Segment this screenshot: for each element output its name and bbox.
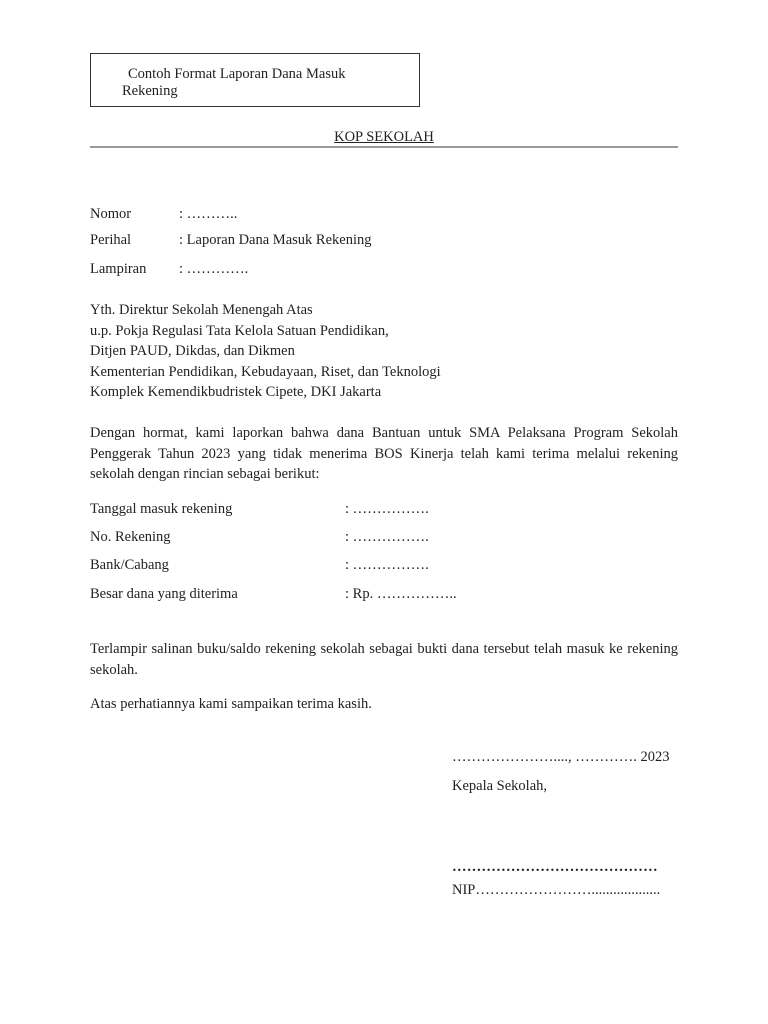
header-field-lampiran [90,261,248,278]
closing-sentence: Atas perhatiannya kami sampaikan terima kasih. [90,696,372,712]
field-label: Perihal [90,232,132,248]
field-label: Lampiran [90,261,147,277]
letterhead-rule [90,146,678,148]
address-line: Kementerian Pendidikan, Kebudayaan, Riset, dan Teknologi [90,363,441,380]
caption-line-1: Contoh Format Laporan Dana Masuk [128,66,346,82]
signature-place-date: …………………...., …………. 2023 [452,749,670,765]
detail-value: : Rp. …………….. [345,586,457,602]
signature-nip: NIP……………………................... [452,882,661,898]
letterhead-title: KOP SEKOLAH [334,129,434,145]
field-value: : …………. [179,261,249,277]
detail-value: : ……………. [345,529,429,545]
detail-row-tanggal [90,501,429,518]
caption-line-2: Rekening [122,83,178,99]
intro-paragraph: Dengan hormat, kami laporkan bahwa dana Bantuan untuk SMA Pelaksana Program Sekolah Penggerak Tahun 2023 yang tidak menerima BOS Kinerja telah kami terima melalui rekening sekolah dengan rincian sebagai berikut: [90,425,678,482]
field-value: : ……….. [179,206,238,222]
signature-title: Kepala Sekolah, [452,778,548,794]
recipient-address [90,300,441,403]
address-line: u.p. Pokja Regulasi Tata Kelola Satuan Pendidikan, [90,322,389,339]
address-line: Yth. Direktur Sekolah Menengah Atas [90,302,313,318]
detail-label: Tanggal masuk rekening [90,501,233,517]
attachment-paragraph: Terlampir salinan buku/saldo rekening sekolah sebagai bukti dana tersebut telah masuk ke rekening sekolah. [90,641,678,678]
caption-box [90,53,420,107]
field-label: Nomor [90,206,132,222]
detail-row-rekening [90,529,429,546]
detail-row-bank [90,557,429,574]
address-line: Ditjen PAUD, Dikdas, dan Dikmen [90,343,295,359]
detail-label: No. Rekening [90,529,171,545]
detail-label: Bank/Cabang [90,557,169,573]
detail-label: Besar dana yang diterima [90,586,238,602]
header-field-nomor [90,206,237,223]
header-field-perihal [90,232,371,249]
signature-name-line: …………………………………… [452,859,658,875]
detail-value: : ……………. [345,501,429,517]
detail-value: : ……………. [345,557,429,573]
field-value: : Laporan Dana Masuk Rekening [179,232,372,248]
detail-row-dana [90,586,457,603]
address-line: Komplek Kemendikbudristek Cipete, DKI Jakarta [90,384,382,400]
